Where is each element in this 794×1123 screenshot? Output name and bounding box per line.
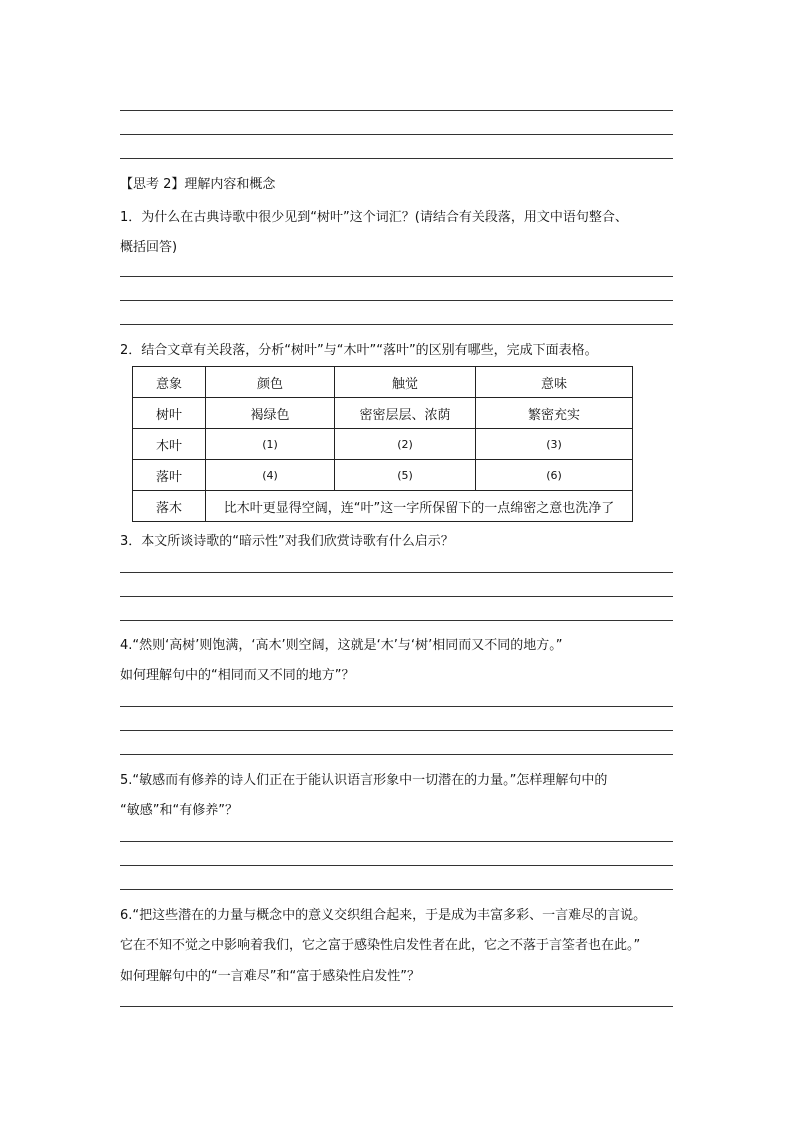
imagery-comparison-table <box>132 366 633 522</box>
answer-line[interactable] <box>120 841 673 842</box>
answer-line[interactable] <box>120 158 673 159</box>
question-3-line-1: 3．本文所谈诗歌的“暗示性”对我们欣赏诗歌有什么启示？ <box>120 534 454 549</box>
question-6-line-3: 如何理解句中的“一言难尽”和“富于感染性启发性”？ <box>120 969 420 984</box>
table-header-cell: 意味 <box>476 367 633 398</box>
question-1-line-1: 1．为什么在古典诗歌中很少见到“树叶”这个词汇？(请结合有关段落，用文中语句整合、 <box>120 210 628 225</box>
answer-line[interactable] <box>120 300 673 301</box>
question-5-line-1: 5.“敏感而有修养的诗人们正在于能认识语言形象中一切潜在的力量。”怎样理解句中的 <box>120 773 608 788</box>
answer-line[interactable] <box>120 754 673 755</box>
answer-line[interactable] <box>120 110 673 111</box>
table-cell: 密密层层、浓荫 <box>335 398 476 429</box>
blank-cell[interactable]: (4) <box>206 460 335 491</box>
question-1-line-2: 概括回答) <box>120 240 178 255</box>
table-header-row <box>133 367 633 398</box>
table-row <box>133 429 633 460</box>
question-6-line-1: 6.“把这些潜在的力量与概念中的意义交织组合起来，于是成为丰富多彩、一言难尽的言说。 <box>120 908 647 923</box>
answer-line[interactable] <box>120 572 673 573</box>
table-cell: 木叶 <box>133 429 206 460</box>
question-4-line-2: 如何理解句中的“相同而又不同的地方”？ <box>120 668 355 683</box>
blank-cell[interactable]: (6) <box>476 460 633 491</box>
answer-line[interactable] <box>120 324 673 325</box>
question-2-line-1: 2．结合文章有关段落，分析“树叶”与“木叶”“落叶”的区别有哪些，完成下面表格。 <box>120 343 598 358</box>
table-header-cell: 颜色 <box>206 367 335 398</box>
answer-line[interactable] <box>120 620 673 621</box>
table-cell: 树叶 <box>133 398 206 429</box>
table-cell: 褐绿色 <box>206 398 335 429</box>
table-cell: 落叶 <box>133 460 206 491</box>
table-cell: 繁密充实 <box>476 398 633 429</box>
section-heading: 【思考 2】理解内容和概念 <box>120 177 276 192</box>
table-header-cell: 触觉 <box>335 367 476 398</box>
answer-line[interactable] <box>120 276 673 277</box>
answer-line[interactable] <box>120 596 673 597</box>
question-5-line-2: “敏感”和“有修养”？ <box>120 803 238 818</box>
answer-line[interactable] <box>120 865 673 866</box>
blank-cell[interactable]: (5) <box>335 460 476 491</box>
answer-line[interactable] <box>120 134 673 135</box>
answer-line[interactable] <box>120 1006 673 1007</box>
blank-cell[interactable]: (3) <box>476 429 633 460</box>
answer-line[interactable] <box>120 889 673 890</box>
answer-line[interactable] <box>120 730 673 731</box>
table-cell: 落木 <box>133 491 206 522</box>
blank-cell[interactable]: (2) <box>335 429 476 460</box>
table-row <box>133 398 633 429</box>
blank-cell[interactable]: (1) <box>206 429 335 460</box>
table-row <box>133 460 633 491</box>
question-6-line-2: 它在不知不觉之中影响着我们，它之富于感染性启发性者在此，它之不落于言筌者也在此。” <box>120 938 641 953</box>
table-header-cell: 意象 <box>133 367 206 398</box>
answer-line[interactable] <box>120 706 673 707</box>
table-row <box>133 491 633 522</box>
question-4-line-1: 4.“然则‘高树’则饱满，‘高木’则空阔，这就是‘木’与‘树’相同而又不同的地方。” <box>120 638 563 653</box>
table-cell-merged: 比木叶更显得空阔，连“叶”这一字所保留下的一点绵密之意也洗净了 <box>206 491 633 522</box>
